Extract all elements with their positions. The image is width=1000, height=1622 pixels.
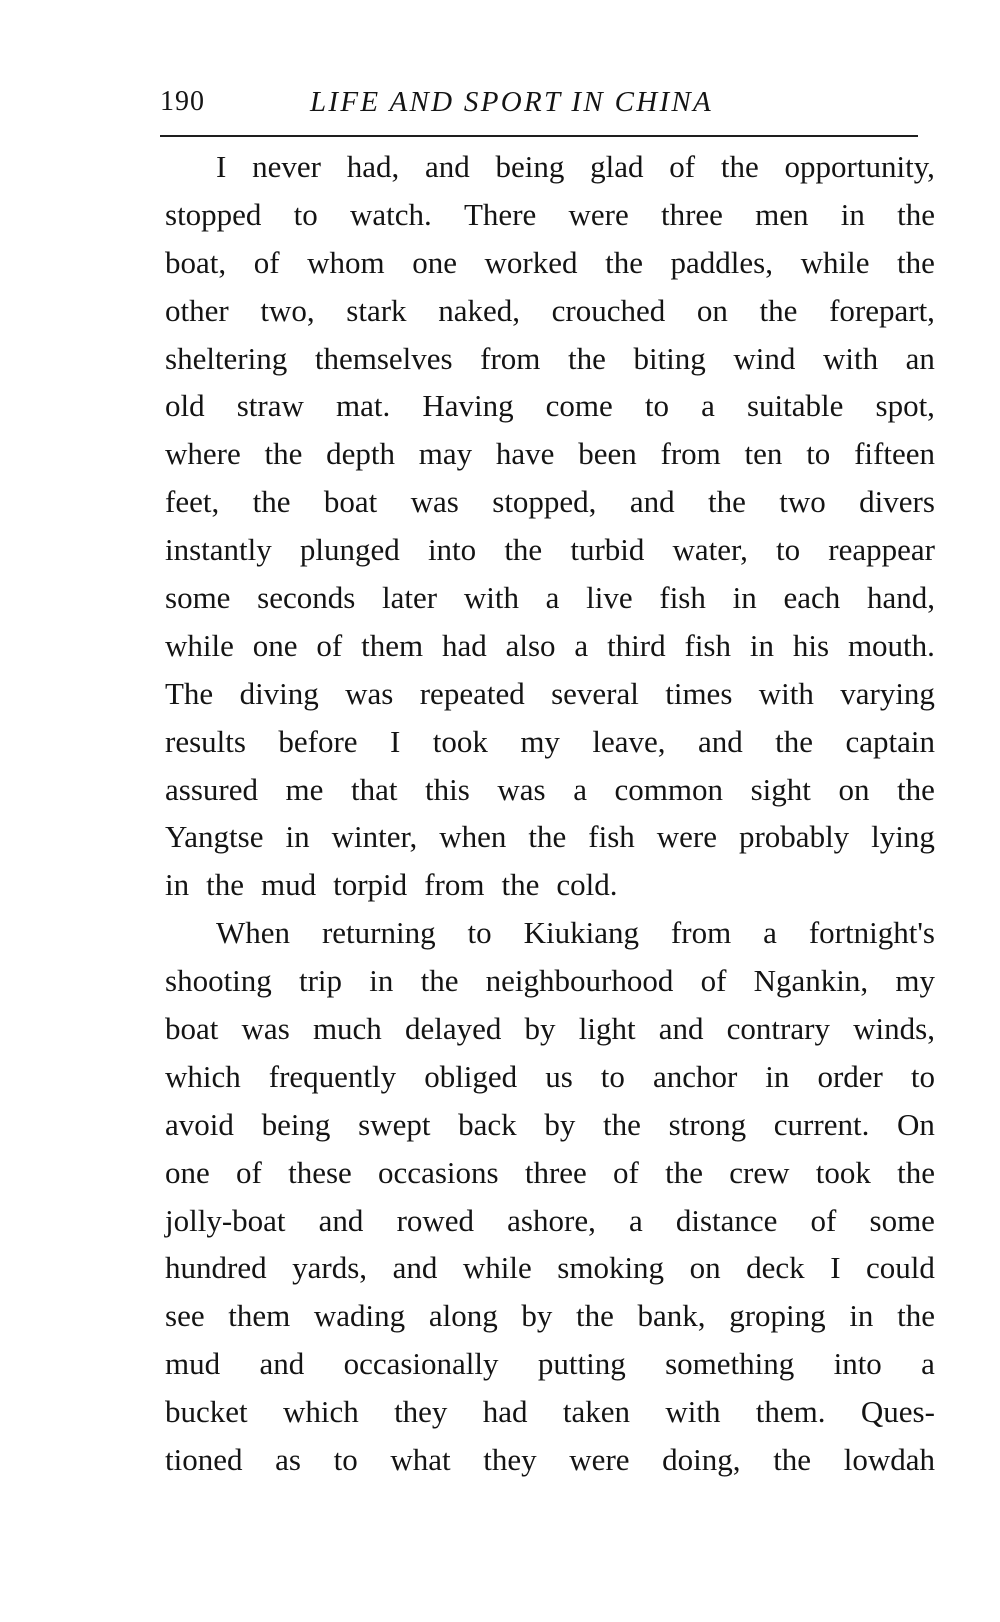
word: depth	[326, 436, 396, 472]
word: a	[921, 1346, 935, 1382]
word: hand,	[866, 580, 935, 616]
word: boat	[165, 1011, 219, 1047]
word: in	[732, 580, 757, 616]
word: deck	[746, 1250, 805, 1286]
word: the	[897, 196, 935, 232]
text-line	[165, 1436, 935, 1484]
word: cold.	[556, 867, 618, 903]
word: results	[165, 723, 246, 759]
word: divers	[859, 484, 935, 520]
text-line	[165, 1388, 935, 1436]
text-line	[165, 526, 935, 574]
text-line	[165, 1197, 935, 1245]
word: putting	[537, 1346, 626, 1382]
word: sheltering	[165, 340, 288, 376]
word: forepart,	[829, 292, 935, 328]
running-title: LIFE AND SPORT IN CHINA	[310, 86, 714, 118]
word: light	[578, 1011, 636, 1047]
word: ashore,	[507, 1202, 596, 1238]
word: by	[544, 1106, 576, 1142]
word: the	[897, 244, 935, 280]
text-line	[165, 1149, 935, 1197]
word: in	[369, 963, 394, 999]
word: the	[759, 292, 798, 328]
word: returning	[321, 915, 436, 951]
word: fortnight's	[808, 915, 935, 951]
text-line	[165, 670, 935, 718]
word: my	[520, 723, 560, 759]
word: leave,	[592, 723, 666, 759]
word: fish	[684, 627, 731, 663]
word: several	[551, 675, 639, 711]
word: and	[424, 149, 470, 184]
word: while	[462, 1250, 532, 1286]
word: delayed	[404, 1011, 502, 1047]
word: stopped	[165, 196, 262, 232]
word: took	[815, 1154, 871, 1190]
word: in	[285, 819, 310, 855]
word: common	[614, 771, 724, 807]
word: glad	[590, 149, 644, 184]
word: When	[216, 915, 291, 951]
word: one	[252, 627, 298, 663]
word: from	[670, 915, 732, 951]
word: and	[629, 484, 675, 520]
word: mud	[165, 1346, 221, 1382]
text-line	[165, 909, 935, 957]
word: never	[252, 149, 321, 184]
word: other	[165, 292, 229, 328]
word: live	[586, 580, 633, 616]
word: yards,	[292, 1250, 368, 1286]
word: to	[776, 532, 801, 568]
word: instantly	[165, 532, 272, 568]
word: to	[910, 1058, 935, 1094]
word: were	[568, 196, 629, 232]
word: the	[603, 1106, 641, 1142]
word: swept	[358, 1106, 431, 1142]
word: this	[425, 771, 470, 807]
word: to	[806, 436, 831, 472]
word: I	[216, 149, 227, 184]
word: men	[755, 196, 809, 232]
word: The	[165, 675, 214, 711]
word: and	[697, 723, 743, 759]
word: in	[749, 627, 774, 663]
page-number: 190	[160, 86, 205, 117]
word: into	[427, 532, 477, 568]
word: a	[701, 388, 715, 424]
word: them	[228, 1298, 291, 1334]
word: whom	[307, 244, 385, 280]
body-text	[165, 143, 935, 1484]
word: boat,	[165, 244, 227, 280]
text-line	[165, 191, 935, 239]
word: which	[165, 1058, 241, 1094]
word: occasions	[378, 1154, 499, 1190]
word: themselves	[314, 340, 453, 376]
word: to	[467, 915, 492, 951]
word: them.	[755, 1394, 826, 1430]
word: fish	[588, 819, 635, 855]
text-line	[165, 143, 935, 191]
word: the	[568, 340, 606, 376]
word: the	[605, 244, 643, 280]
word: the	[528, 819, 567, 855]
word: them	[361, 627, 424, 663]
word: the	[504, 532, 543, 568]
word: On	[897, 1106, 935, 1142]
word: I	[830, 1250, 841, 1286]
word: before	[278, 723, 358, 759]
word: opportunity,	[784, 149, 935, 184]
word: frequently	[268, 1058, 397, 1094]
word: had	[441, 627, 487, 663]
word: back	[458, 1106, 517, 1142]
word: was	[345, 675, 394, 711]
word: lying	[871, 819, 935, 855]
word: groping	[729, 1298, 826, 1334]
word: bank,	[637, 1298, 706, 1334]
word: from	[424, 867, 485, 903]
word: tioned	[165, 1442, 243, 1478]
word: obliged	[424, 1058, 518, 1094]
word: contrary	[726, 1011, 830, 1047]
word: some	[165, 580, 231, 616]
word: and	[392, 1250, 438, 1286]
word: and	[259, 1346, 305, 1382]
word: of	[810, 1202, 837, 1238]
word: had,	[346, 149, 400, 184]
word: the	[206, 867, 244, 903]
text-line	[165, 1340, 935, 1388]
word: a	[545, 580, 560, 616]
word: stopped,	[492, 484, 597, 520]
text-line	[165, 335, 935, 383]
word: a	[763, 915, 777, 951]
word: wading	[313, 1298, 406, 1334]
text-line	[165, 861, 935, 909]
word: in	[849, 1298, 874, 1334]
word: the	[773, 1442, 812, 1478]
word: of	[700, 963, 727, 999]
word: winter,	[331, 819, 418, 855]
word: some	[869, 1202, 935, 1238]
word: the	[707, 484, 746, 520]
word: order	[817, 1058, 883, 1094]
word: from	[480, 340, 541, 376]
word: reappear	[828, 532, 935, 568]
word: to	[293, 196, 318, 232]
word: diving	[239, 675, 319, 711]
word: Yangtse	[165, 819, 264, 855]
word: with	[463, 580, 519, 616]
word: naked,	[438, 292, 520, 328]
word: lowdah	[843, 1442, 935, 1478]
word: paddles,	[670, 244, 773, 280]
word: on	[696, 292, 728, 328]
word: with	[665, 1394, 721, 1430]
word: torpid	[333, 867, 408, 903]
word: when	[439, 819, 507, 855]
word: avoid	[165, 1106, 234, 1142]
word: the	[897, 1298, 935, 1334]
word: from	[660, 436, 721, 472]
word: assured	[165, 771, 258, 807]
word: occasionally	[343, 1346, 499, 1382]
word: the	[775, 723, 814, 759]
word: the	[501, 867, 540, 903]
word: being	[495, 149, 565, 184]
word: my	[895, 963, 935, 999]
word: us	[545, 1058, 573, 1094]
word: in	[765, 1058, 790, 1094]
word: three	[660, 196, 723, 232]
word: on	[689, 1250, 721, 1286]
word: was	[241, 1011, 290, 1047]
word: a	[574, 627, 589, 663]
word: doing,	[662, 1442, 741, 1478]
word: with	[822, 340, 879, 376]
word: strong	[668, 1106, 747, 1142]
word: turbid	[570, 532, 645, 568]
word: something	[665, 1346, 795, 1382]
text-line	[165, 574, 935, 622]
word: was	[497, 771, 546, 807]
word: on	[838, 771, 870, 807]
text-line	[165, 813, 935, 861]
word: of	[669, 149, 696, 184]
word: ten	[744, 436, 783, 472]
word: see	[165, 1298, 205, 1334]
word: also	[505, 627, 556, 663]
word: along	[428, 1298, 498, 1334]
word: captain	[845, 723, 935, 759]
word: worked	[484, 244, 578, 280]
word: each	[783, 580, 841, 616]
text-line	[165, 430, 935, 478]
word: the	[576, 1298, 614, 1334]
word: seconds	[257, 580, 356, 616]
word: neighbourhood	[485, 963, 674, 999]
word: boat	[323, 484, 378, 520]
word: feet,	[165, 484, 220, 520]
text-line	[165, 766, 935, 814]
word: been	[578, 436, 637, 472]
word: biting	[633, 340, 706, 376]
word: while	[800, 244, 870, 280]
word: shooting	[165, 963, 272, 999]
word: I	[389, 723, 401, 759]
word: the	[420, 963, 459, 999]
word: anchor	[652, 1058, 738, 1094]
word: jolly-boat	[165, 1202, 286, 1238]
word: suitable	[746, 388, 844, 424]
word: have	[495, 436, 555, 472]
word: hundred	[165, 1250, 267, 1286]
word: which	[282, 1394, 359, 1430]
word: mat.	[335, 388, 391, 424]
text-line	[165, 622, 935, 670]
word: the	[897, 1154, 935, 1190]
text-line	[165, 287, 935, 335]
text-line	[165, 239, 935, 287]
word: of	[316, 627, 343, 663]
word: in	[840, 196, 865, 232]
word: two,	[260, 292, 315, 328]
word: to	[600, 1058, 625, 1094]
word: third	[607, 627, 666, 663]
word: rowed	[396, 1202, 475, 1238]
word: mouth.	[847, 627, 935, 663]
header-rule	[160, 135, 918, 137]
text-line	[165, 382, 935, 430]
word: stark	[346, 292, 407, 328]
word: the	[665, 1154, 703, 1190]
word: the	[252, 484, 291, 520]
word: the	[264, 436, 303, 472]
word: of	[253, 244, 280, 280]
word: two	[779, 484, 826, 520]
word: one	[165, 1154, 210, 1190]
word: the	[897, 771, 935, 807]
word: winds,	[853, 1011, 935, 1047]
word: could	[866, 1250, 935, 1286]
word: as	[275, 1442, 301, 1478]
word: come	[545, 388, 613, 424]
word: trip	[299, 963, 343, 999]
text-line	[165, 957, 935, 1005]
word: current.	[773, 1106, 870, 1142]
paragraph	[165, 909, 935, 1484]
word: probably	[738, 819, 850, 855]
word: Having	[422, 388, 514, 424]
word: Kiukiang	[523, 915, 639, 951]
word: with	[758, 675, 814, 711]
word: times	[665, 675, 733, 711]
word: took	[432, 723, 488, 759]
word: Ngankin,	[753, 963, 869, 999]
word: may	[418, 436, 473, 472]
word: a	[628, 1202, 643, 1238]
word: bucket	[165, 1394, 248, 1430]
word: wind	[733, 340, 796, 376]
text-line	[165, 1101, 935, 1149]
word: much	[312, 1011, 382, 1047]
word: three	[524, 1154, 587, 1190]
word: to	[333, 1442, 358, 1478]
word: the	[720, 149, 759, 184]
word: they	[394, 1394, 448, 1430]
word: by	[521, 1298, 553, 1334]
text-line	[165, 1005, 935, 1053]
word: distance	[675, 1202, 778, 1238]
word: water,	[672, 532, 748, 568]
paragraph	[165, 143, 935, 909]
word: me	[285, 771, 324, 807]
word: his	[792, 627, 830, 663]
word: that	[350, 771, 398, 807]
word: an	[905, 340, 935, 376]
word: sight	[750, 771, 811, 807]
word: and	[318, 1202, 364, 1238]
word: these	[288, 1154, 352, 1190]
word: mud	[261, 867, 317, 903]
word: spot,	[875, 388, 935, 424]
word: watch.	[350, 196, 432, 232]
text-line	[165, 1244, 935, 1292]
word: Ques-	[860, 1394, 935, 1430]
text-line	[165, 478, 935, 526]
word: what	[390, 1442, 451, 1478]
word: were	[656, 819, 717, 855]
word: old	[165, 388, 205, 424]
word: repeated	[419, 675, 525, 711]
word: while	[165, 627, 234, 663]
word: plunged	[299, 532, 400, 568]
word: had	[482, 1394, 528, 1430]
word: fifteen	[854, 436, 935, 472]
word: where	[165, 436, 241, 472]
text-line	[165, 1053, 935, 1101]
word: in	[165, 867, 190, 903]
text-line	[165, 1292, 935, 1340]
word: into	[833, 1346, 882, 1382]
word: they	[483, 1442, 537, 1478]
word: were	[569, 1442, 630, 1478]
word: varying	[840, 675, 935, 711]
word: and	[658, 1011, 704, 1047]
word: fish	[659, 580, 706, 616]
word: by	[524, 1011, 556, 1047]
word: one	[412, 244, 457, 280]
word: was	[410, 484, 459, 520]
word: to	[644, 388, 670, 424]
word: a	[573, 771, 587, 807]
word: being	[261, 1106, 331, 1142]
word: crew	[729, 1154, 790, 1190]
word: taken	[562, 1394, 630, 1430]
word: smoking	[557, 1250, 665, 1286]
word: of	[613, 1154, 639, 1190]
word: later	[382, 580, 438, 616]
text-line	[165, 718, 935, 766]
running-header	[160, 78, 918, 122]
word: of	[236, 1154, 262, 1190]
word: crouched	[551, 292, 666, 328]
word: There	[464, 196, 537, 232]
word: straw	[236, 388, 304, 424]
